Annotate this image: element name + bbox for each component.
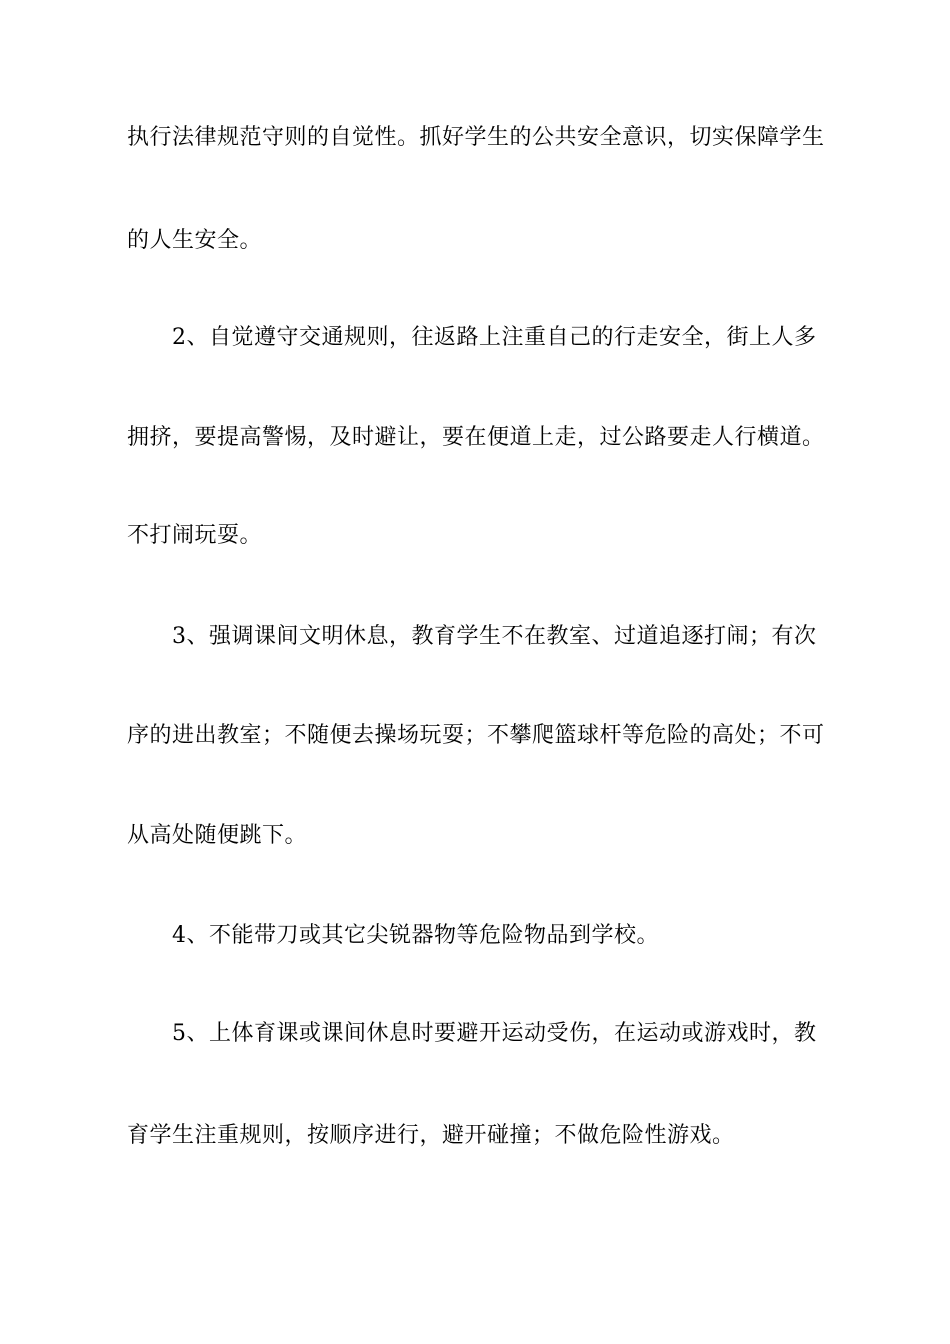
list-item-5-line: 育学生注重规则，按顺序进行，避开碰撞；不做危险性游戏。 <box>127 1123 735 1148</box>
body-text-line: 的人生安全。 <box>127 228 263 253</box>
list-item-3-line: 序的进出教室；不随便去操场玩耍；不攀爬篮球杆等危险的高处；不可 <box>127 723 825 748</box>
list-item-2-line: 拥挤，要提高警惕，及时避让，要在便道上走，过公路要走人行横道。 <box>127 425 825 450</box>
list-item-5-line: 5、上体育课或课间休息时要避开运动受伤，在运动或游戏时，教 <box>172 1021 817 1046</box>
list-item-4-line: 4、不能带刀或其它尖锐器物等危险物品到学校。 <box>172 923 659 948</box>
list-item-3-line: 3、强调课间文明休息，教育学生不在教室、过道追逐打闹；有次 <box>172 624 817 649</box>
list-item-2-line: 不打闹玩耍。 <box>127 523 263 548</box>
body-text-line: 执行法律规范守则的自觉性。抓好学生的公共安全意识，切实保障学生 <box>127 125 825 150</box>
list-item-3-line: 从高处随便跳下。 <box>127 823 308 848</box>
list-item-2-line: 2、自觉遵守交通规则，往返路上注重自己的行走安全，街上人多 <box>172 325 817 350</box>
